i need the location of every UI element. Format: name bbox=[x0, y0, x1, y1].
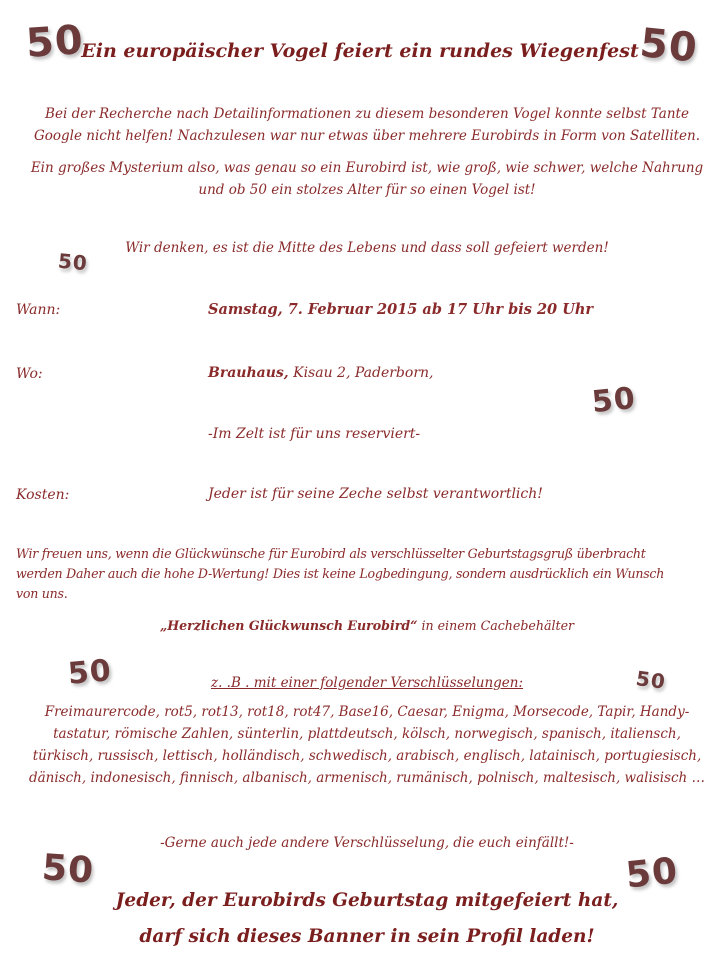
intro-line: Google nicht helfen! Nachzulesen war nur etwas über mehrere Eurobirds in Form von Satelliten. bbox=[33, 128, 701, 144]
where-venue: Brauhaus, bbox=[208, 365, 289, 381]
intro-paragraph-2 bbox=[0, 157, 720, 201]
greeting-container: in einem Cachebehälter bbox=[417, 618, 575, 633]
intro-line: Bei der Recherche nach Detailinformationen zu diesem besonderen Vogel konnte selbst Tante bbox=[45, 106, 689, 122]
fifty-badge-bottom-left: 50 bbox=[40, 847, 96, 892]
wish-line: Wir freuen uns, wenn die Glückwünsche für Eurobird als verschlüsselter Geburtstagsgruß überbracht bbox=[16, 546, 646, 561]
fifty-badge-small-right: 50 bbox=[634, 666, 668, 694]
tent-note: -Im Zelt ist für uns reserviert- bbox=[208, 426, 421, 442]
other-encodings-note: -Gerne auch jede andere Verschlüsselung, die euch einfällt!- bbox=[160, 835, 574, 851]
encodings-line: türkisch, russisch, lettisch, holländisch, schwedisch, arabisch, englisch, latainisch, portugiesisch, bbox=[32, 748, 702, 764]
fifty-badge-top-left: 50 bbox=[24, 17, 86, 67]
when-label: Wann: bbox=[16, 302, 61, 318]
encodings-line: dänisch, indonesisch, finnisch, albanisch, armenisch, rumänisch, polnisch, maltesisch, walisisch … bbox=[28, 770, 706, 786]
intro-line: und ob 50 ein stolzes Alter für so einen Vogel ist! bbox=[198, 182, 536, 198]
fifty-badge-bottom-right: 50 bbox=[623, 850, 681, 897]
intro-paragraph bbox=[0, 103, 720, 147]
where-label: Wo: bbox=[16, 366, 43, 382]
when-value: Samstag, 7. Februar 2015 ab 17 Uhr bis 20 Uhr bbox=[208, 301, 594, 318]
encodings-list bbox=[0, 701, 720, 789]
intro-line: Ein großes Mysterium also, was genau so ein Eurobird ist, wie groß, wie schwer, welche Nahrung bbox=[30, 160, 704, 176]
where-address: Kisau 2, Paderborn, bbox=[288, 365, 434, 381]
cost-value: Jeder ist für seine Zeche selbst verantwortlich! bbox=[208, 486, 543, 502]
closing-line-1: Jeder, der Eurobirds Geburtstag mitgefeiert hat, bbox=[115, 890, 619, 911]
wish-paragraph bbox=[16, 544, 716, 604]
page-title: Ein europäischer Vogel feiert ein rundes Wiegenfest bbox=[81, 40, 639, 62]
encodings-line: tastatur, römische Zahlen, sünterlin, plattdeutsch, kölsch, norwegisch, spanisch, italiensch, bbox=[53, 726, 681, 742]
wish-line: von uns. bbox=[16, 586, 68, 601]
encodings-header: z. .B . mit einer folgender Verschlüsselungen: bbox=[210, 675, 524, 691]
fifty-badge-top-right: 50 bbox=[637, 20, 700, 72]
where-value bbox=[208, 365, 433, 381]
greeting-line bbox=[0, 618, 720, 633]
encodings-line: Freimaurercode, rot5, rot13, rot18, rot47, Base16, Caesar, Enigma, Morsecode, Tapir, Handy- bbox=[44, 704, 690, 720]
greeting-phrase: „Herzlichen Glückwunsch Eurobird“ bbox=[159, 618, 418, 633]
closing-line-2: darf sich dieses Banner in sein Profil laden! bbox=[139, 926, 595, 947]
fifty-badge-left-2: 50 bbox=[66, 653, 114, 692]
midlife-text: Wir denken, es ist die Mitte des Lebens und dass soll gefeiert werden! bbox=[125, 240, 609, 256]
fifty-badge-mid-right: 50 bbox=[590, 380, 638, 421]
cost-label: Kosten: bbox=[16, 487, 70, 503]
fifty-badge-small-left: 50 bbox=[57, 248, 89, 276]
wish-line: werden Daher auch die hohe D-Wertung! Dies ist keine Logbedingung, sondern ausdrücklich ein Wunsch bbox=[16, 566, 665, 581]
